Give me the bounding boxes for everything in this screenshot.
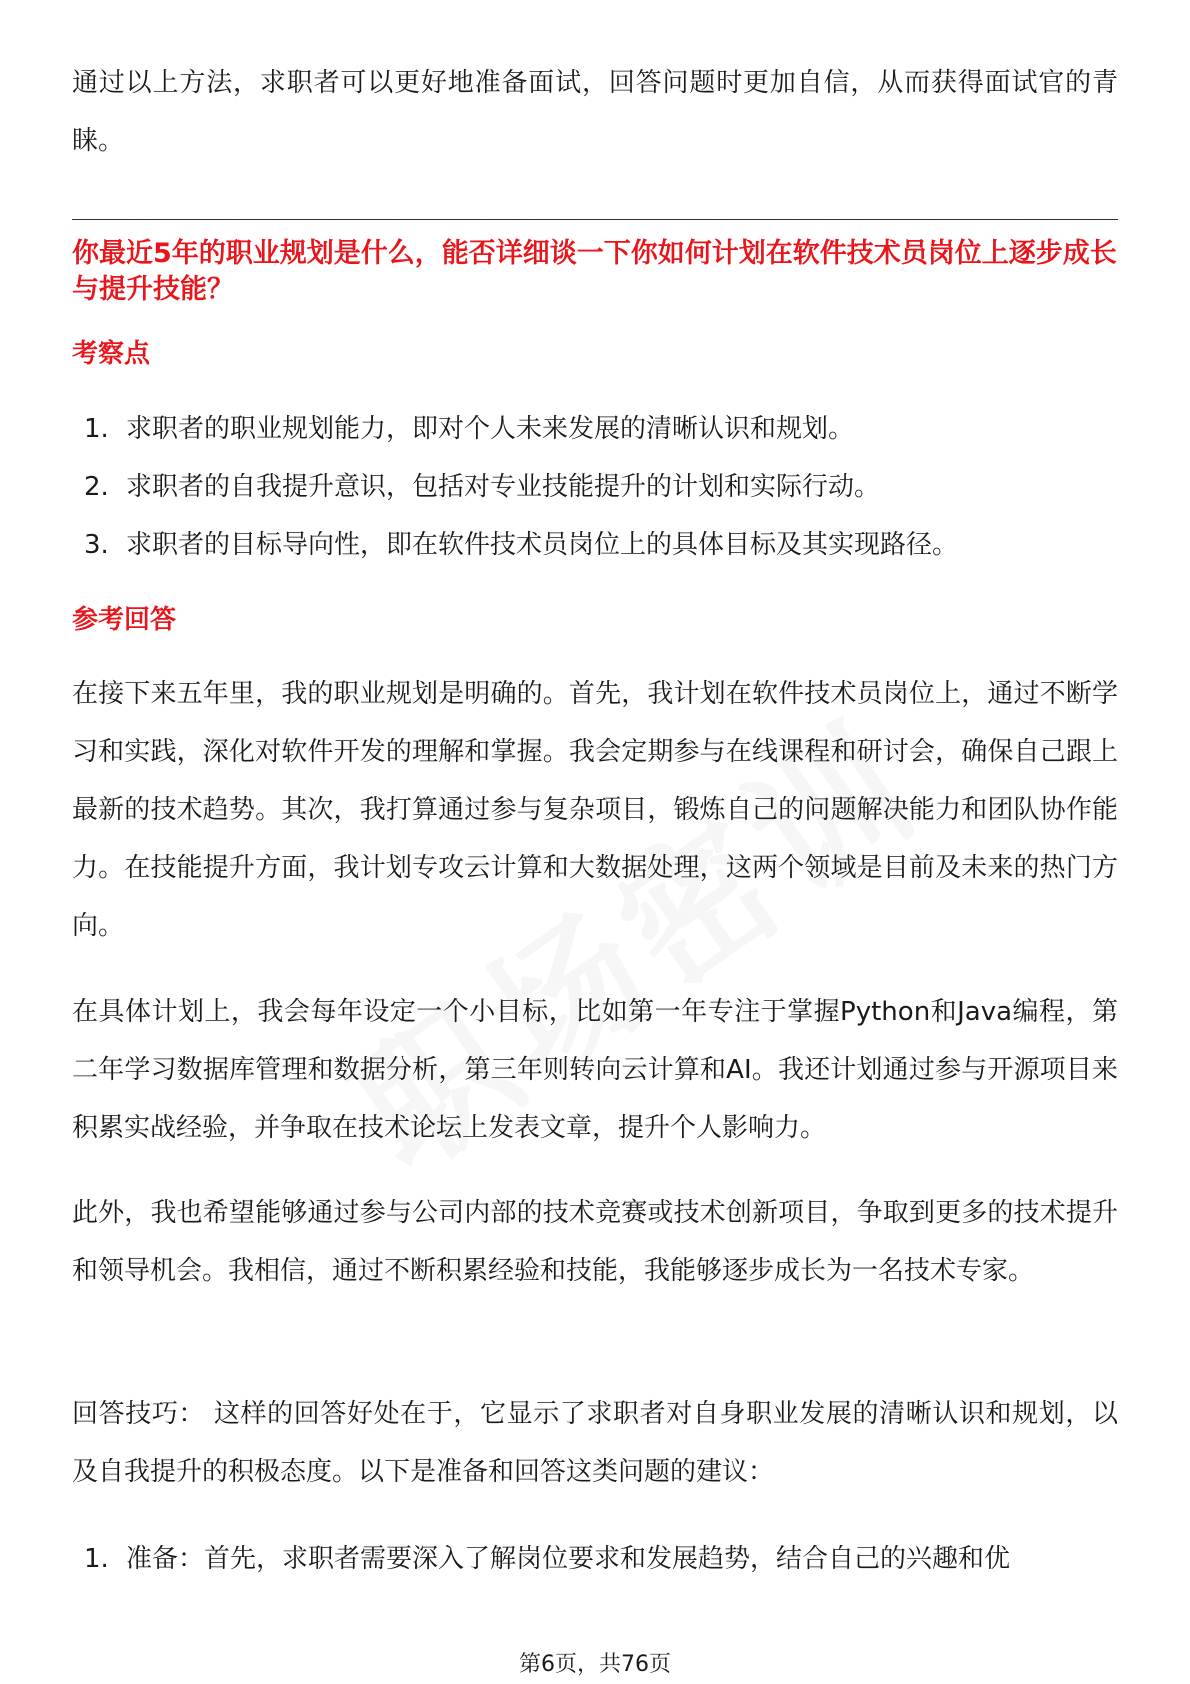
- section-divider: [72, 219, 1118, 220]
- kaochadian-list: [84, 400, 1118, 574]
- tips-paragraph: 回答技巧： 这样的回答好处在于，它显示了求职者对自身职业发展的清晰认识和规划，以及自我提升的积极态度。以下是准备和回答这类问题的建议：: [72, 1399, 1118, 1487]
- tips-list: [84, 1530, 1118, 1588]
- list-item-text: 求职者的职业规划能力，即对个人未来发展的清晰认识和规划。: [126, 414, 855, 444]
- list-item: [84, 400, 1118, 458]
- kaochadian-title: 考察点: [72, 339, 151, 369]
- question-heading: 你最近5年的职业规划是什么，能否详细谈一下你如何计划在软件技术员岗位上逐步成长与提升技能？: [72, 238, 1117, 305]
- list-item: [84, 516, 1118, 574]
- list-item-text: 准备：首先，求职者需要深入了解岗位要求和发展趋势，结合自己的兴趣和优: [126, 1544, 1011, 1574]
- list-item: [84, 458, 1118, 516]
- list-item-number: 1.: [84, 1544, 109, 1574]
- list-item-number: 1.: [84, 414, 109, 444]
- list-item-number: 3.: [84, 530, 109, 560]
- cankao-title: 参考回答: [72, 605, 177, 635]
- answer-paragraph-2: 在具体计划上，我会每年设定一个小目标，比如第一年专注于掌握Python和Java编程，第二年学习数据库管理和数据分析，第三年则转向云计算和AI。我还计划通过参与开源项目来积累实战经验，并争取在技术论坛上发表文章，提升个人影响力。: [72, 997, 1118, 1143]
- answer-paragraph-1: 在接下来五年里，我的职业规划是明确的。首先，我计划在软件技术员岗位上，通过不断学习和实践，深化对软件开发的理解和掌握。我会定期参与在线课程和研讨会，确保自己跟上最新的技术趋势。其次，我打算通过参与复杂项目，锻炼自己的问题解决能力和团队协作能力。在技能提升方面，我计划专攻云计算和大数据处理，这两个领域是目前及未来的热门方向。: [72, 679, 1118, 941]
- page-footer: 第6页，共76页: [519, 1652, 671, 1677]
- list-item: [84, 1530, 1118, 1588]
- list-item-number: 2.: [84, 472, 109, 502]
- intro-paragraph: 通过以上方法，求职者可以更好地准备面试，回答问题时更加自信，从而获得面试官的青睐。: [72, 68, 1118, 156]
- list-item-text: 求职者的自我提升意识，包括对专业技能提升的计划和实际行动。: [126, 472, 881, 502]
- answer-paragraph-3: 此外，我也希望能够通过参与公司内部的技术竞赛或技术创新项目，争取到更多的技术提升和领导机会。我相信，通过不断积累经验和技能，我能够逐步成长为一名技术专家。: [72, 1198, 1118, 1286]
- list-item-text: 求职者的目标导向性，即在软件技术员岗位上的具体目标及其实现路径。: [126, 530, 959, 560]
